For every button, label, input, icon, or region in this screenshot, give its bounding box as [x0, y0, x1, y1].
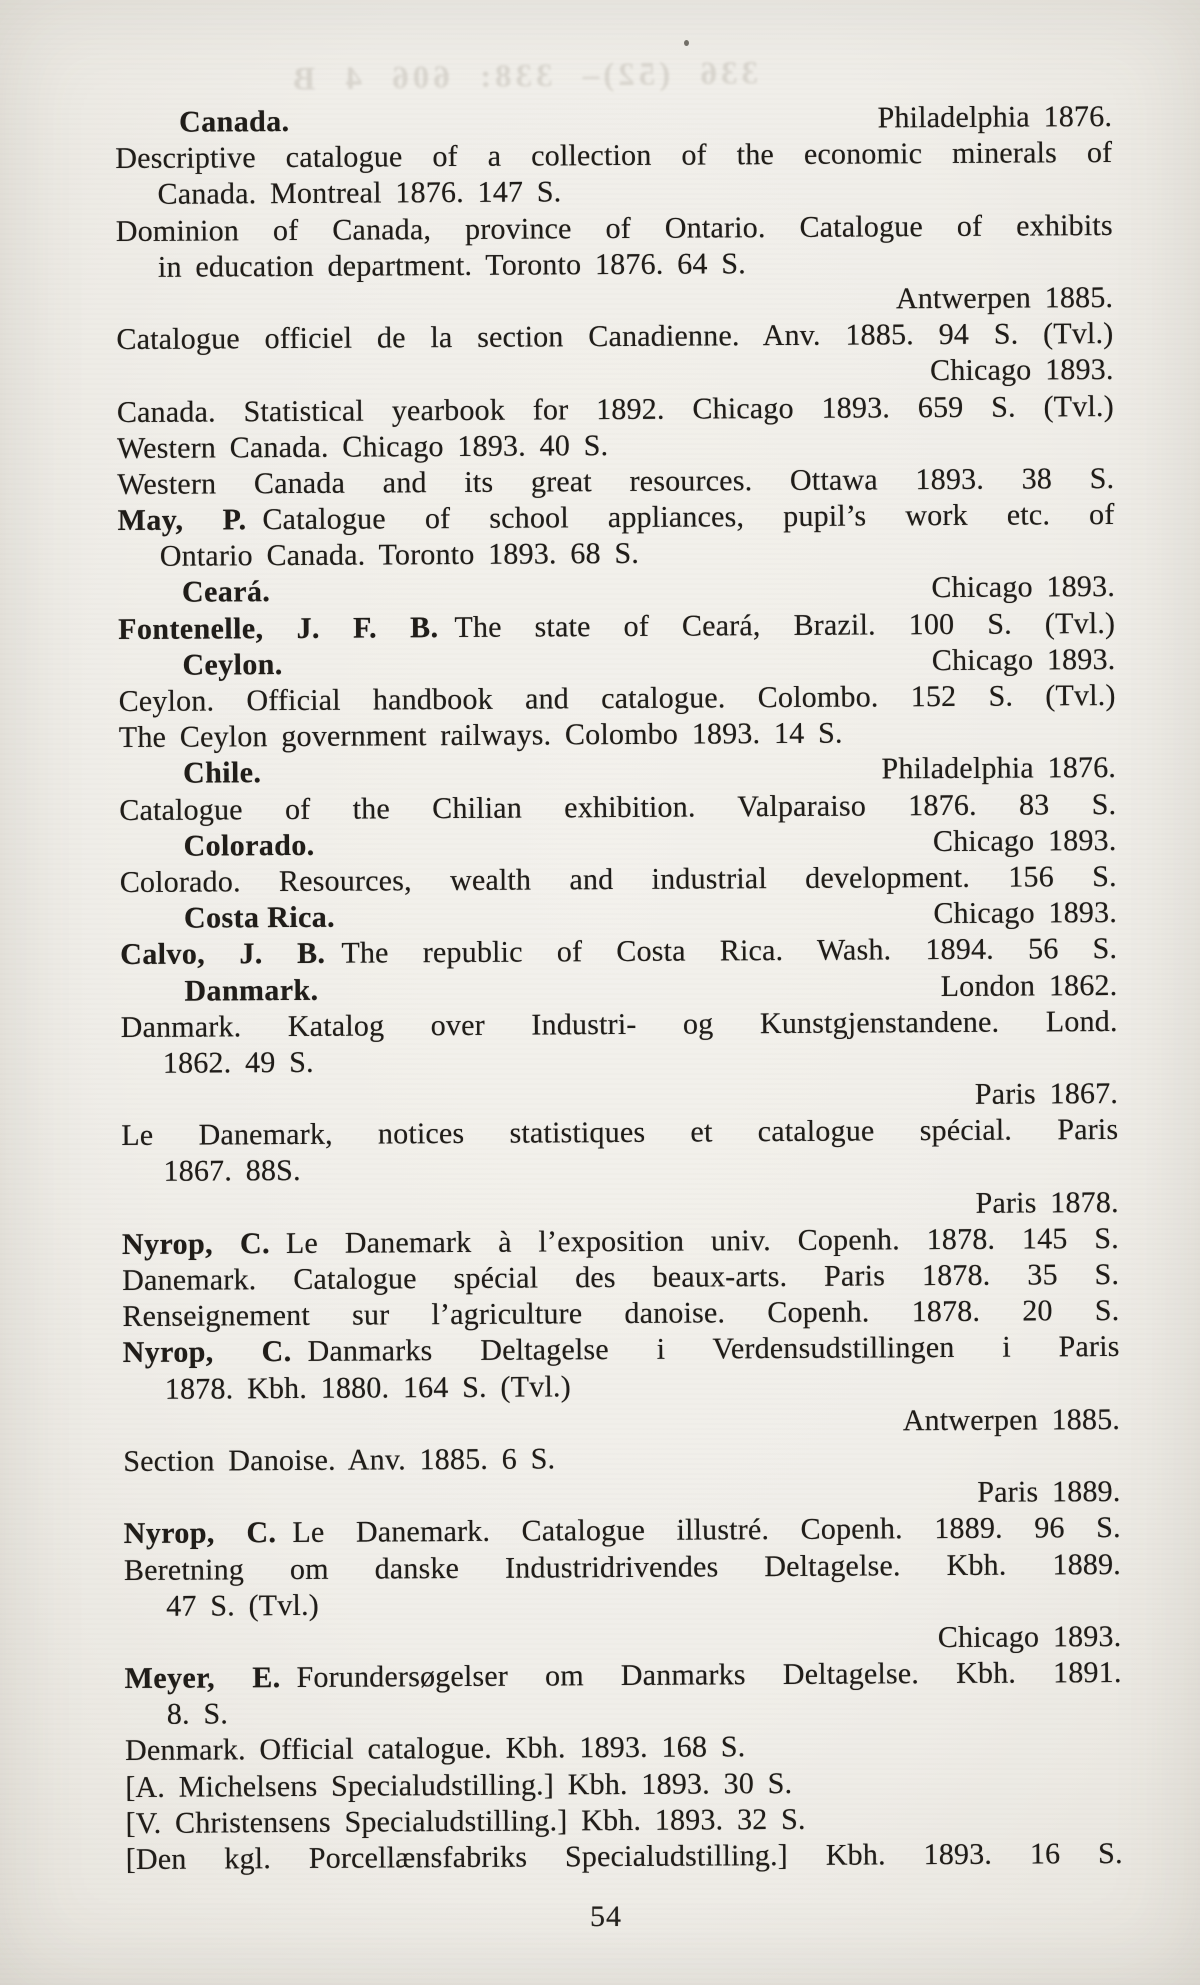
- place-year-line: Paris 1889.: [977, 1475, 1121, 1509]
- country-heading-line: [119, 750, 1116, 792]
- country-name: Ceylon.: [182, 647, 283, 682]
- entry-line: [A. Michelsens Specialudstilling.] Kbh. 1893. 30 S.: [125, 1766, 793, 1804]
- entry-line: Renseignement sur l’agriculture danoise. Copenh. 1878. 20 S.: [122, 1294, 1120, 1334]
- entry-line: May, P. Catalogue of school appliances, pupil’s work etc. of: [117, 498, 1115, 538]
- country-heading-line: [120, 967, 1117, 1009]
- place-year-line: Chicago 1893.: [929, 353, 1114, 388]
- place-year-line: Chicago 1893.: [937, 1619, 1122, 1654]
- country-name: Costa Rica.: [183, 900, 336, 935]
- continuation-line: 1867. 88S.: [163, 1154, 301, 1189]
- author-name: May, P.: [117, 503, 247, 538]
- entry-line: Nyrop, C. Le Danemark à l’exposition univ. Copenh. 1878. 145 S.: [121, 1221, 1120, 1261]
- country-heading-line: [115, 99, 1112, 141]
- author-name: Meyer, E.: [124, 1661, 281, 1696]
- continuation-line: Ontario Canada. Toronto 1893. 68 S.: [159, 537, 640, 574]
- entry-line: Danemark. Catalogue spécial des beaux-arts. Paris 1878. 35 S.: [122, 1257, 1120, 1298]
- continuation-line: 8. S.: [166, 1697, 229, 1732]
- author-name: Nyrop, C.: [122, 1335, 292, 1370]
- author-name: Calvo, J. B.: [120, 937, 326, 972]
- continuation-line: Canada. Montreal 1876. 147 S.: [157, 175, 562, 212]
- exposition-place-year: London 1862.: [940, 968, 1118, 1003]
- country-heading-line: [118, 642, 1115, 684]
- entry-line: Beretning om danske Industridrivendes Deltagelse. Kbh. 1889.: [123, 1547, 1122, 1587]
- country-name: Danmark.: [184, 973, 319, 1008]
- exposition-place-year: Chicago 1893.: [932, 823, 1117, 858]
- ink-speck: [684, 40, 689, 46]
- exposition-place-year: Chicago 1893.: [931, 570, 1116, 605]
- country-heading-line: [118, 569, 1115, 611]
- country-name: Chile.: [182, 756, 262, 791]
- place-year-line: Paris 1878.: [975, 1185, 1119, 1220]
- entry-line: Canada. Statistical yearbook for 1892. Chicago 1893. 659 S. (Tvl.): [116, 389, 1114, 429]
- entry-line: Nyrop, C. Le Danemark. Catalogue illustré. Copenh. 1889. 96 S.: [123, 1511, 1121, 1551]
- entry-line: [V. Christensens Specialudstilling.] Kbh. 1893. 32 S.: [125, 1802, 806, 1840]
- place-year-line: Antwerpen 1885.: [895, 280, 1114, 316]
- exposition-place-year: Chicago 1893.: [933, 896, 1118, 931]
- exposition-place-year: Philadelphia 1876.: [877, 99, 1113, 135]
- entry-line: Danmark. Katalog over Industri- og Kunstgjenstandene. Lond.: [120, 1004, 1118, 1044]
- text-block: [115, 99, 1123, 1878]
- author-name: Nyrop, C.: [121, 1226, 271, 1261]
- continuation-line: 1878. Kbh. 1880. 164 S. (Tvl.): [164, 1369, 571, 1406]
- ghost-showthrough-text: 336 (52)– 338: 606 4 B: [289, 55, 759, 98]
- entry-line: Nyrop, C. Danmarks Deltagelse i Verdensudstillingen i Paris: [122, 1330, 1120, 1370]
- entry-line: Section Danoise. Anv. 1885. 6 S.: [123, 1442, 556, 1478]
- country-name: Colorado.: [183, 828, 315, 863]
- entry-line: Catalogue officiel de la section Canadienne. Anv. 1885. 94 S. (Tvl.): [116, 317, 1114, 357]
- author-name: Fontenelle, J. F. B.: [118, 610, 439, 646]
- entry-line: Fontenelle, J. F. B. The state of Ceará, Brazil. 100 S. (Tvl.): [118, 606, 1116, 646]
- author-name: Nyrop, C.: [123, 1516, 277, 1551]
- entry-line: The Ceylon government railways. Colombo 1893. 14 S.: [118, 716, 843, 755]
- entry-line: Descriptive catalogue of a collection of the economic minerals of: [115, 136, 1113, 176]
- country-name: Canada.: [179, 104, 290, 139]
- entry-line: Denmark. Official catalogue. Kbh. 1893. 168 S.: [124, 1730, 746, 1768]
- entry-line: [Den kgl. Porcellænsfabriks Specialudstilling.] Kbh. 1893. 16 S.: [125, 1836, 1123, 1877]
- entry-line: Dominion of Canada, province of Ontario. Catalogue of exhibits: [115, 208, 1113, 248]
- entry-line: Colorado. Resources, wealth and industrial development. 156 S.: [119, 859, 1117, 899]
- entry-line: Calvo, J. B. The republic of Costa Rica. Wash. 1894. 56 S.: [120, 932, 1118, 972]
- entry-line: Le Danemark, notices statistiques et catalogue spécial. Paris: [121, 1113, 1119, 1153]
- place-year-line: Antwerpen 1885.: [902, 1402, 1121, 1438]
- exposition-place-year: Philadelphia 1876.: [881, 751, 1117, 786]
- country-heading-line: [120, 895, 1117, 937]
- entry-line: Meyer, E. Forundersøgelser om Danmarks Deltagelse. Kbh. 1891.: [124, 1655, 1122, 1696]
- entry-line: Western Canada and its great resources. Ottawa 1893. 38 S.: [117, 461, 1115, 501]
- exposition-place-year: Chicago 1893.: [931, 642, 1116, 677]
- country-heading-line: [119, 823, 1116, 865]
- entry-line: Ceylon. Official handbook and catalogue. Colombo. 152 S. (Tvl.): [118, 678, 1116, 719]
- entry-line: Catalogue of the Chilian exhibition. Valparaiso 1876. 83 S.: [119, 787, 1117, 827]
- page-number: 54: [590, 1900, 622, 1933]
- continuation-line: 1862. 49 S.: [162, 1045, 314, 1080]
- continuation-line: 47 S. (Tvl.): [166, 1588, 320, 1623]
- continuation-line: in education department. Toronto 1876. 64 S.: [157, 246, 746, 284]
- place-year-line: Paris 1867.: [974, 1076, 1119, 1111]
- country-name: Ceará.: [181, 575, 271, 610]
- entry-line: Western Canada. Chicago 1893. 40 S.: [117, 428, 609, 465]
